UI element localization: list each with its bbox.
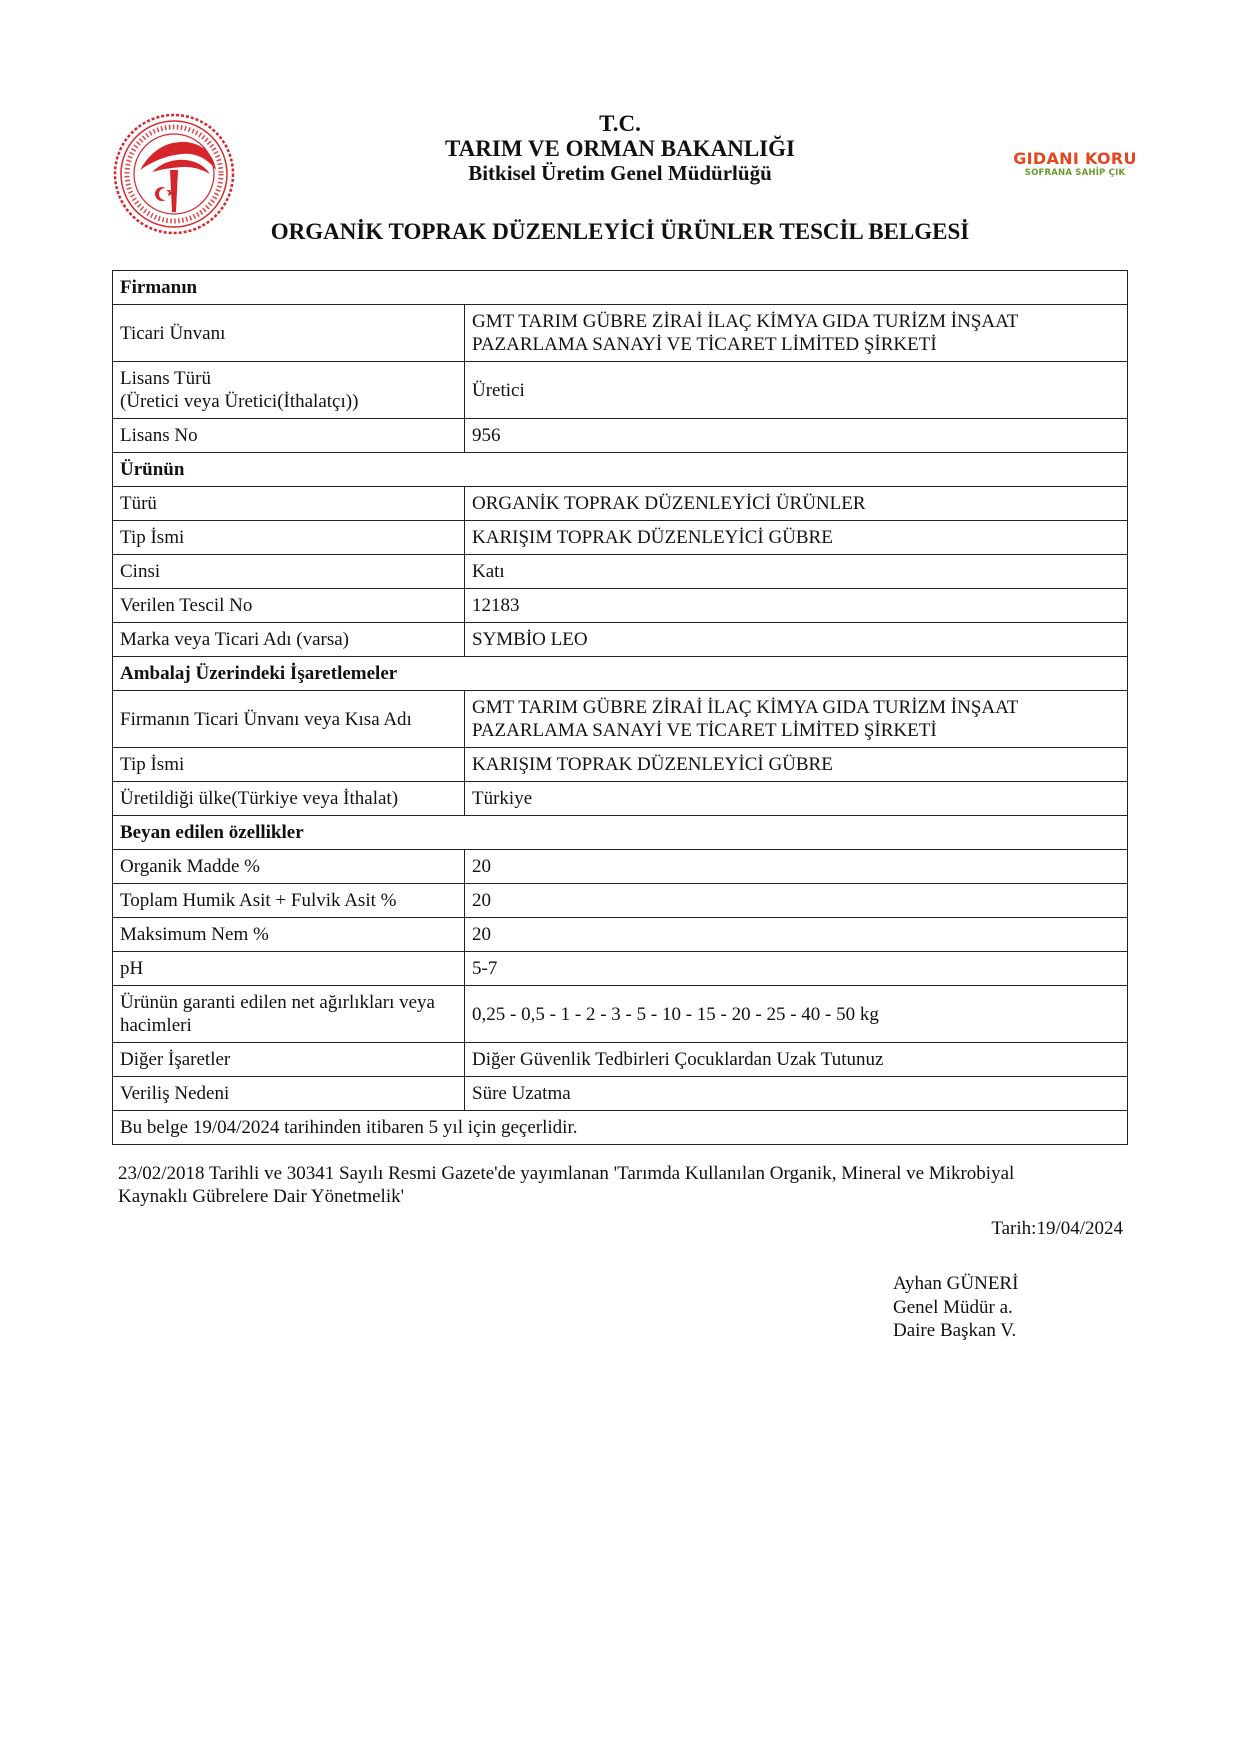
field-value: ORGANİK TOPRAK DÜZENLEYİCİ ÜRÜNLER — [465, 487, 1128, 521]
field-value: KARIŞIM TOPRAK DÜZENLEYİCİ GÜBRE — [465, 521, 1128, 555]
field-label: Lisans No — [113, 419, 465, 453]
section-row-company — [113, 271, 1128, 305]
trade-name-line-2: PAZARLAMA SANAYİ VE TİCARET LİMİTED ŞİRKETİ — [472, 334, 937, 355]
legal-note-line-1: 23/02/2018 Tarihli ve 30341 Sayılı Resmi Gazete'de yayımlanan 'Tarımda Kullanılan Organik, Mineral ve Mikrobiyal — [118, 1163, 1015, 1184]
logo-line-2: SOFRANA SAHİP ÇIK — [1024, 168, 1126, 178]
field-label: Toplam Humik Asit + Fulvik Asit % — [113, 884, 465, 918]
table-row — [113, 918, 1128, 952]
license-type-label-line-2: (Üretici veya Üretici(İthalatçı)) — [120, 391, 359, 412]
section-row-product — [113, 453, 1128, 487]
field-label: Firmanın Ticari Ünvanı veya Kısa Adı — [113, 691, 465, 748]
section-row-packaging — [113, 657, 1128, 691]
section-row-declared — [113, 816, 1128, 850]
registration-table — [112, 270, 1128, 1145]
validity-text: Bu belge 19/04/2024 tarihinden itibaren 5 yıl için geçerlidir. — [113, 1111, 1128, 1145]
table-row — [113, 487, 1128, 521]
field-label: Marka veya Ticari Adı (varsa) — [113, 623, 465, 657]
field-label: Türü — [113, 487, 465, 521]
field-value: SYMBİO LEO — [465, 623, 1128, 657]
legal-note-line-2: Kaynaklı Gübrelere Dair Yönetmelik' — [118, 1186, 405, 1207]
field-value — [465, 691, 1128, 748]
table-row — [113, 521, 1128, 555]
signatory-title-1: Genel Müdür a. — [893, 1296, 1013, 1318]
field-label: Tip İsmi — [113, 748, 465, 782]
table-row — [113, 952, 1128, 986]
table-row — [113, 623, 1128, 657]
field-value: Katı — [465, 555, 1128, 589]
field-label: pH — [113, 952, 465, 986]
section-title: Ambalaj Üzerindeki İşaretlemeler — [113, 657, 1128, 691]
table-row — [113, 986, 1128, 1043]
field-value: Diğer Güvenlik Tedbirleri Çocuklardan Uzak Tutunuz — [465, 1043, 1128, 1077]
net-weight-label-line-1: Ürünün garanti edilen net ağırlıkları veya — [120, 992, 435, 1013]
table-row — [113, 782, 1128, 816]
document-header — [0, 112, 1240, 186]
table-row — [113, 555, 1128, 589]
field-value — [465, 305, 1128, 362]
legal-note — [118, 1162, 1118, 1208]
field-label — [113, 986, 465, 1043]
field-value: 0,25 - 0,5 - 1 - 2 - 3 - 5 - 10 - 15 - 20 - 25 - 40 - 50 kg — [465, 986, 1128, 1043]
field-label: Maksimum Nem % — [113, 918, 465, 952]
table-row — [113, 305, 1128, 362]
field-value: Süre Uzatma — [465, 1077, 1128, 1111]
field-value: Üretici — [465, 362, 1128, 419]
signature-block — [893, 1272, 1018, 1343]
table-row — [113, 1043, 1128, 1077]
field-value: Türkiye — [465, 782, 1128, 816]
field-label: Organik Madde % — [113, 850, 465, 884]
document-date: Tarih:19/04/2024 — [991, 1218, 1123, 1239]
field-label: Diğer İşaretler — [113, 1043, 465, 1077]
field-label: Verilen Tescil No — [113, 589, 465, 623]
company-name-line-1: GMT TARIM GÜBRE ZİRAİ İLAÇ KİMYA GIDA TURİZM İNŞAAT — [472, 697, 1019, 718]
trade-name-line-1: GMT TARIM GÜBRE ZİRAİ İLAÇ KİMYA GIDA TURİZM İNŞAAT — [472, 311, 1019, 332]
field-value: 20 — [465, 884, 1128, 918]
section-title: Ürünün — [113, 453, 1128, 487]
signatory-name: Ayhan GÜNERİ — [893, 1273, 1019, 1294]
field-value: 20 — [465, 918, 1128, 952]
section-title: Firmanın — [113, 271, 1128, 305]
table-row — [113, 850, 1128, 884]
table-row — [113, 1077, 1128, 1111]
net-weight-label-line-2: hacimleri — [120, 1015, 192, 1036]
field-label: Ticari Ünvanı — [113, 305, 465, 362]
field-value: KARIŞIM TOPRAK DÜZENLEYİCİ GÜBRE — [465, 748, 1128, 782]
field-value: 956 — [465, 419, 1128, 453]
header-ministry: TARIM VE ORMAN BAKANLIĞI — [445, 136, 795, 161]
field-label — [113, 362, 465, 419]
field-label: Veriliş Nedeni — [113, 1077, 465, 1111]
table-row — [113, 589, 1128, 623]
field-label: Cinsi — [113, 555, 465, 589]
table-row — [113, 748, 1128, 782]
table-row — [113, 362, 1128, 419]
field-label: Üretildiği ülke(Türkiye veya İthalat) — [113, 782, 465, 816]
company-name-line-2: PAZARLAMA SANAYİ VE TİCARET LİMİTED ŞİRKETİ — [472, 720, 937, 741]
field-value: 5-7 — [465, 952, 1128, 986]
signatory-title-2: Daire Başkan V. — [893, 1320, 1017, 1341]
logo-line-1: GIDANI KORU — [1013, 149, 1137, 168]
table-row — [113, 691, 1128, 748]
section-title: Beyan edilen özellikler — [113, 816, 1128, 850]
field-label: Tip İsmi — [113, 521, 465, 555]
license-type-label-line-1: Lisans Türü — [120, 368, 211, 389]
field-value: 12183 — [465, 589, 1128, 623]
table-row — [113, 419, 1128, 453]
header-tc: T.C. — [599, 111, 641, 136]
field-value: 20 — [465, 850, 1128, 884]
header-directorate: Bitkisel Üretim Genel Müdürlüğü — [468, 161, 772, 185]
table-row — [113, 884, 1128, 918]
document-title: ORGANİK TOPRAK DÜZENLEYİCİ ÜRÜNLER TESCİL BELGESİ — [270, 219, 970, 244]
validity-row — [113, 1111, 1128, 1145]
